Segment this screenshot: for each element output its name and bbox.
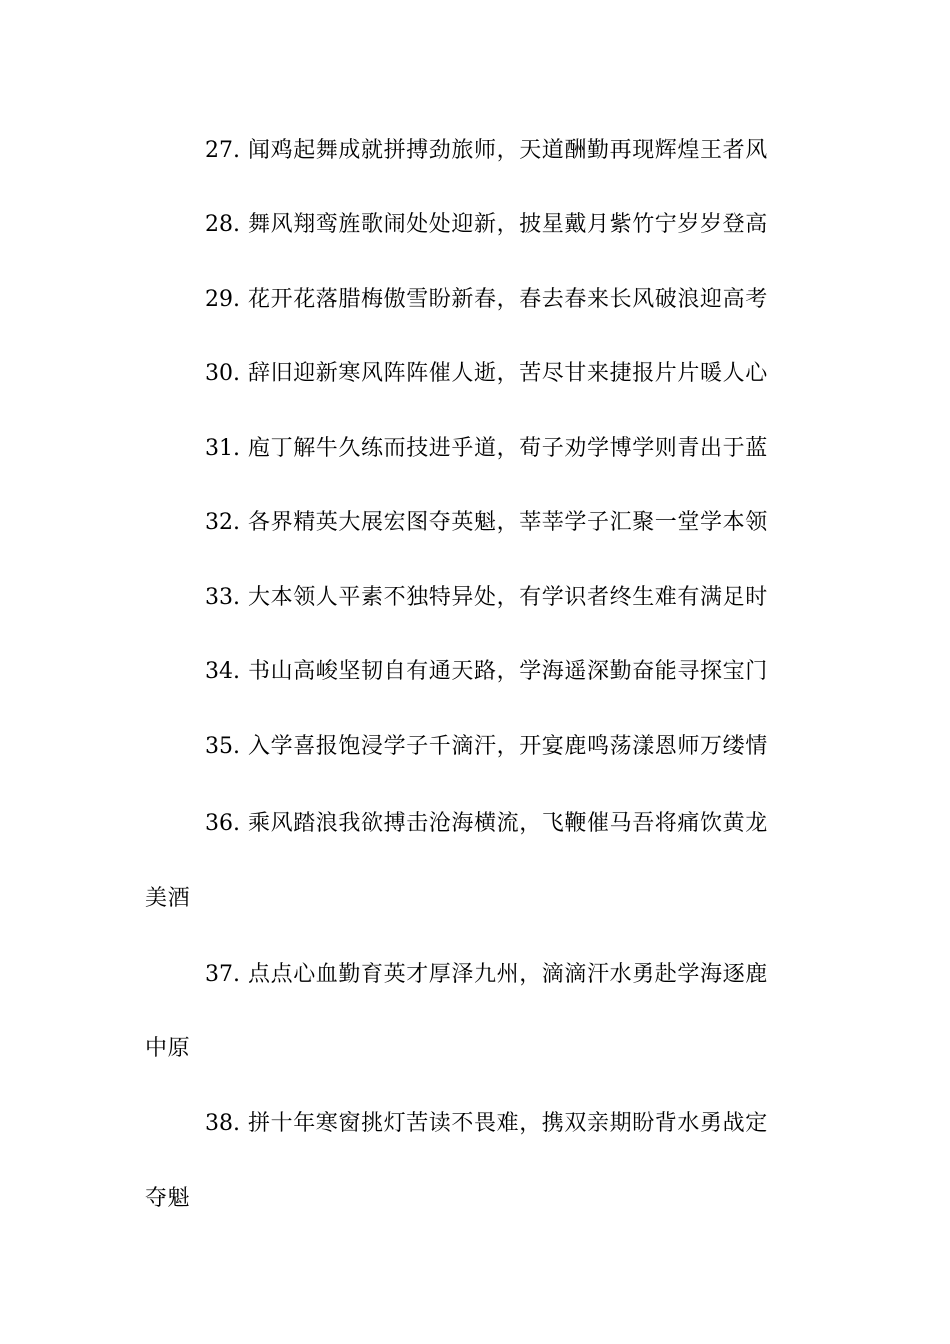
list-item <box>145 809 825 839</box>
list-item <box>145 210 825 240</box>
item-text: 点点心血勤育英才厚泽九州，滴滴汗水勇赴学海逐鹿 <box>248 962 768 987</box>
item-number: 28. <box>205 212 240 237</box>
item-text: 辞旧迎新寒风阵阵催人逝，苦尽甘来捷报片片暖人心 <box>248 361 768 386</box>
item-text: 闻鸡起舞成就拼搏劲旅师，天道酬勤再现辉煌王者风 <box>248 138 768 163</box>
list-item <box>145 1109 825 1139</box>
item-text-continuation: 中原 <box>145 1036 191 1061</box>
list-item <box>145 359 825 389</box>
list-item <box>145 657 825 687</box>
item-text: 入学喜报饱浸学子千滴汗，开宴鹿鸣荡漾恩师万缕情 <box>248 734 768 759</box>
item-number: 31. <box>205 436 240 461</box>
item-number: 34. <box>205 659 240 684</box>
item-number: 36. <box>205 811 240 836</box>
list-item <box>145 136 825 166</box>
list-item <box>145 732 825 762</box>
item-text-continuation: 美酒 <box>145 886 191 911</box>
list-item <box>145 285 825 315</box>
item-number: 33. <box>205 585 240 610</box>
list-item <box>145 583 825 613</box>
item-text: 庖丁解牛久练而技进乎道，荀子劝学博学则青出于蓝 <box>248 436 768 461</box>
item-text: 拼十年寒窗挑灯苦读不畏难，携双亲期盼背水勇战定 <box>248 1111 768 1136</box>
item-number: 35. <box>205 734 240 759</box>
list-item <box>145 434 825 464</box>
item-number: 27. <box>205 138 240 163</box>
item-text: 各界精英大展宏图夺英魁，莘莘学子汇聚一堂学本领 <box>248 510 768 535</box>
item-text: 大本领人平素不独特异处，有学识者终生难有满足时 <box>248 585 768 610</box>
item-number: 32. <box>205 510 240 535</box>
item-text: 舞风翔鸾旌歌闹处处迎新，披星戴月紫竹宁岁岁登高 <box>248 212 768 237</box>
item-number: 30. <box>205 361 240 386</box>
item-number: 37. <box>205 962 240 987</box>
item-text-continuation: 夺魁 <box>145 1186 191 1211</box>
item-number: 29. <box>205 287 240 312</box>
item-text: 书山高峻坚韧自有通天路，学海遥深勤奋能寻探宝门 <box>248 659 768 684</box>
item-text: 花开花落腊梅傲雪盼新春，春去春来长风破浪迎高考 <box>248 287 768 312</box>
item-number: 38. <box>205 1111 240 1136</box>
item-text: 乘风踏浪我欲搏击沧海横流，飞鞭催马吾将痛饮黄龙 <box>248 811 768 836</box>
list-item <box>145 960 825 990</box>
list-item <box>145 508 825 538</box>
